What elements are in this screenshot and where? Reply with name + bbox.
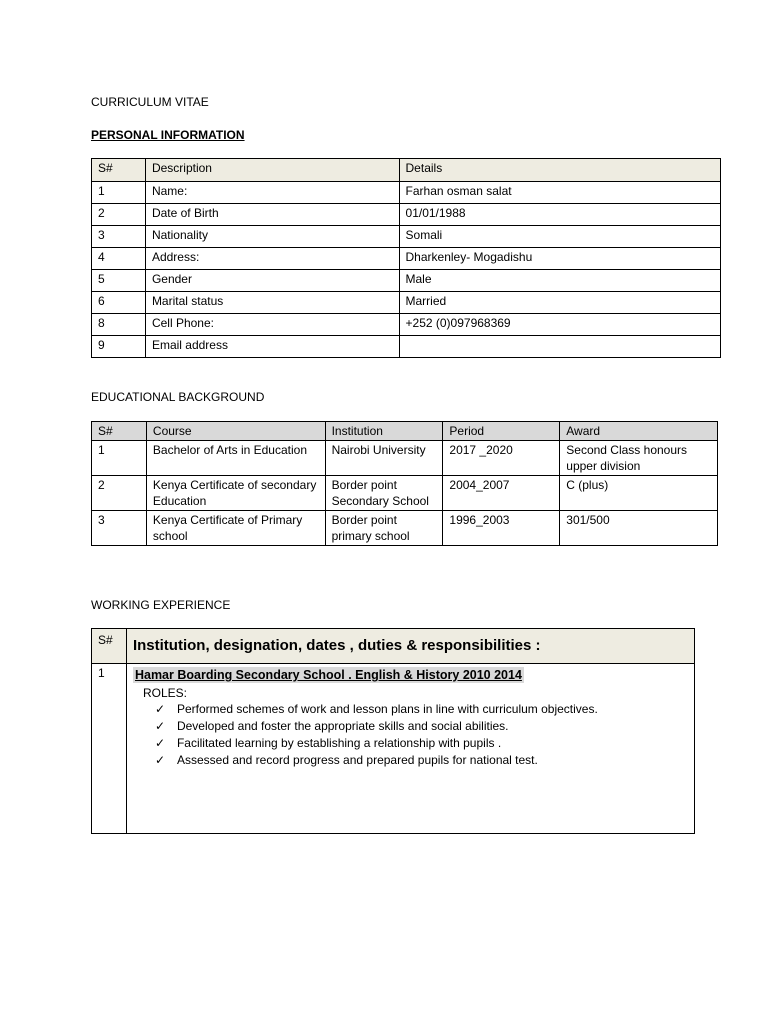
column-header: Details (399, 159, 720, 182)
table-cell: 3 (92, 511, 147, 546)
table-cell: +252 (0)097968369 (399, 314, 720, 336)
table-row (92, 664, 695, 834)
table-row (92, 270, 721, 292)
table-cell: 9 (92, 336, 146, 358)
table-cell (399, 336, 720, 358)
checkmark-icon: ✓ (154, 719, 166, 733)
table-cell: Address: (145, 248, 399, 270)
table-cell: 1 (92, 182, 146, 204)
table-row (92, 204, 721, 226)
education-heading: EDUCATIONAL BACKGROUND (91, 390, 265, 404)
column-header: Period (443, 422, 560, 441)
table-cell: Cell Phone: (145, 314, 399, 336)
column-header: Institution, designation, dates , duties & responsibilities : (126, 629, 694, 664)
table-cell: 1 (92, 441, 147, 476)
table-cell: Marital status (145, 292, 399, 314)
table-cell: Kenya Certificate of secondary Education (146, 476, 325, 511)
table-cell: Kenya Certificate of Primary school (146, 511, 325, 546)
work-experience-heading: WORKING EXPERIENCE (91, 598, 231, 612)
table-cell: Name: (145, 182, 399, 204)
column-header: Institution (325, 422, 443, 441)
table-cell: Dharkenley- Mogadishu (399, 248, 720, 270)
checkmark-icon: ✓ (154, 702, 166, 716)
table-cell: Bachelor of Arts in Education (146, 441, 325, 476)
experience-details (126, 664, 694, 834)
table-header-row (92, 159, 721, 182)
table-cell: C (plus) (560, 476, 718, 511)
table-row (92, 226, 721, 248)
education-table (91, 421, 718, 546)
column-header: Description (145, 159, 399, 182)
personal-info-heading: PERSONAL INFORMATION (91, 128, 245, 142)
table-row (92, 314, 721, 336)
duty-text: Performed schemes of work and lesson plans in line with curriculum objectives. (176, 702, 598, 716)
table-cell: Married (399, 292, 720, 314)
duty-text: Developed and foster the appropriate skills and social abilities. (176, 719, 509, 733)
document-title: CURRICULUM VITAE (91, 95, 209, 109)
table-cell: 8 (92, 314, 146, 336)
table-cell: 3 (92, 226, 146, 248)
duty-text: Assessed and record progress and prepared pupils for national test. (176, 753, 538, 767)
table-cell: Somali (399, 226, 720, 248)
table-cell: Gender (145, 270, 399, 292)
table-row (92, 182, 721, 204)
duty-text: Facilitated learning by establishing a relationship with pupils . (176, 736, 502, 750)
table-cell: 4 (92, 248, 146, 270)
row-number: 1 (92, 664, 127, 834)
table-header-row (92, 422, 718, 441)
table-cell: Nationality (145, 226, 399, 248)
table-cell: 2 (92, 476, 147, 511)
table-cell: Farhan osman salat (399, 182, 720, 204)
table-cell: Border point Secondary School (325, 476, 443, 511)
column-header: S# (92, 422, 147, 441)
work-experience-table (91, 628, 695, 834)
duties-list (133, 701, 688, 769)
table-cell: 2 (92, 204, 146, 226)
table-row (92, 248, 721, 270)
list-item (155, 701, 688, 718)
table-row (92, 336, 721, 358)
table-cell: Second Class honours upper division (560, 441, 718, 476)
roles-label: ROLES: (142, 686, 187, 700)
column-header: S# (92, 629, 127, 664)
table-row (92, 292, 721, 314)
table-row (92, 511, 718, 546)
table-cell: 6 (92, 292, 146, 314)
table-cell: 2004_2007 (443, 476, 560, 511)
list-item (155, 752, 688, 769)
table-row (92, 476, 718, 511)
column-header: S# (92, 159, 146, 182)
personal-info-table (91, 158, 721, 358)
table-cell: 01/01/1988 (399, 204, 720, 226)
table-cell: 2017 _2020 (443, 441, 560, 476)
column-header: Course (146, 422, 325, 441)
table-cell: 5 (92, 270, 146, 292)
table-header-row (92, 629, 695, 664)
table-cell: Date of Birth (145, 204, 399, 226)
employer-line: Hamar Boarding Secondary School . English & History 2010 2014 (134, 668, 522, 682)
table-cell: Nairobi University (325, 441, 443, 476)
checkmark-icon: ✓ (154, 753, 166, 767)
table-cell: 301/500 (560, 511, 718, 546)
list-item (155, 735, 688, 752)
table-cell: 1996_2003 (443, 511, 560, 546)
list-item (155, 718, 688, 735)
checkmark-icon: ✓ (154, 736, 166, 750)
table-cell: Male (399, 270, 720, 292)
table-cell: Email address (145, 336, 399, 358)
column-header: Award (560, 422, 718, 441)
table-cell: Border point primary school (325, 511, 443, 546)
table-row (92, 441, 718, 476)
